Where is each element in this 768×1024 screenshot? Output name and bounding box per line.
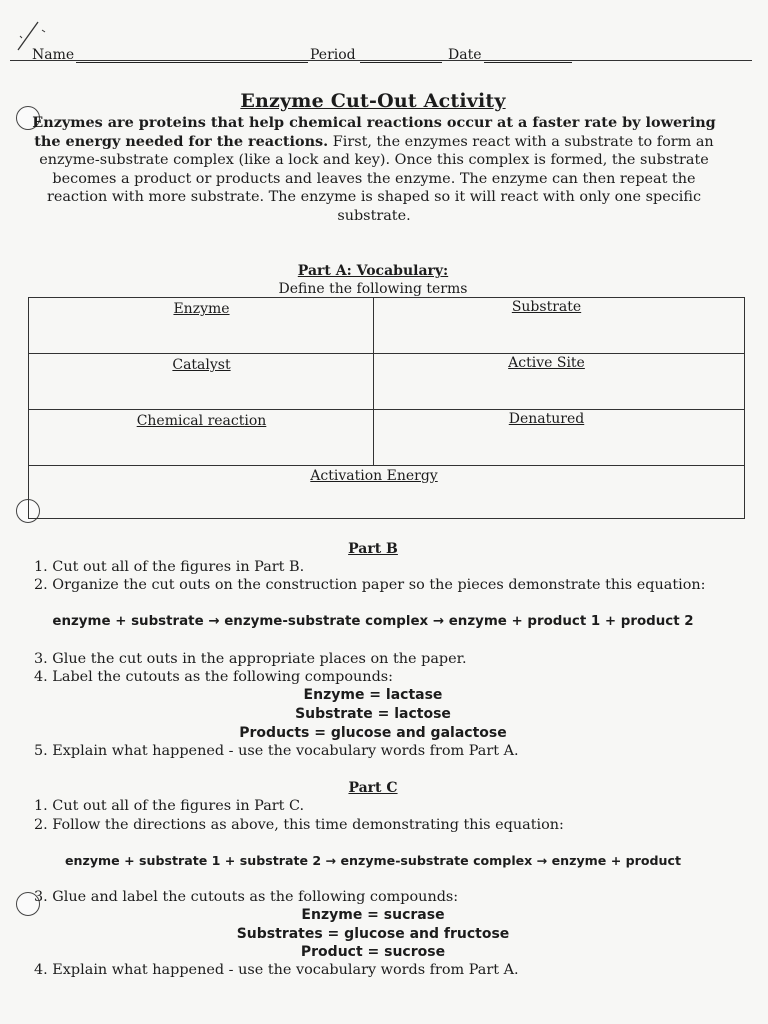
intro-rest: First, the enzymes react with a substrate to form an enzyme-substrate complex (like a lock and key). Once this complex is formed, the substrate becomes a product or products and leaves the enzyme. The enzyme can then repeat the reaction with more substrate. The enzyme is shaped so it will react with only one specific substrate. [39,133,714,224]
part-b-compound: Substrate = lactose [295,706,451,722]
part-a-heading: Part A: Vocabulary: [297,263,449,279]
vocab-term: Activation Energy [310,468,438,484]
intro-paragraph [28,114,720,226]
part-b-step: 3. Glue the cut outs in the appropriate places on the paper. [34,651,467,667]
part-c-equation: enzyme + substrate 1 + substrate 2 → enzyme-substrate complex → enzyme + product [64,853,681,868]
date-label: Date [448,47,482,63]
vocab-term: Substrate [511,299,582,315]
part-c-step: 1. Cut out all of the figures in Part C. [34,798,305,814]
part-b-equation: enzyme + substrate → enzyme-substrate complex → enzyme + product 1 + product 2 [52,614,694,629]
part-b-step: 2. Organize the cut outs on the construction paper so the pieces demonstrate this equation: [34,577,706,593]
period-label: Period [310,47,356,63]
vocab-term: Catalyst [172,357,231,373]
page-title: Enzyme Cut-Out Activity [240,90,506,112]
vocab-term: Enzyme [173,301,230,317]
period-blank[interactable] [360,62,442,63]
part-b-heading: Part B [348,541,398,557]
part-c-step: 2. Follow the directions as above, this time demonstrating this equation: [34,817,564,833]
vocabulary-table [28,297,745,519]
vocab-term: Active Site [508,355,585,371]
part-b-step: 1. Cut out all of the figures in Part B. [34,559,305,575]
part-c-heading: Part C [348,780,398,796]
part-c-step: 4. Explain what happened - use the vocabulary words from Part A. [34,962,519,978]
part-b-compound: Enzyme = lactase [303,687,443,703]
part-b-step: 5. Explain what happened - use the vocabulary words from Part A. [34,743,519,759]
header-rule [10,60,752,61]
part-c-step: 3. Glue and label the cutouts as the following compounds: [34,889,459,905]
vocab-term: Chemical reaction [136,413,267,429]
date-blank[interactable] [484,62,572,63]
part-b-compound: Products = glucose and galactose [239,725,507,741]
part-c-compound: Product = sucrose [300,944,446,960]
vocab-term: Denatured [508,411,585,427]
part-c-compound: Enzyme = sucrase [301,907,445,923]
intro-bold: Enzymes are proteins that help chemical reactions occur at a faster rate by lowering the energy needed for the reactions. [32,114,716,150]
name-blank[interactable] [76,62,308,63]
part-a-subheading: Define the following terms [278,281,468,297]
name-label: Name [32,47,75,63]
part-b-step: 4. Label the cutouts as the following compounds: [34,669,394,685]
part-c-compound: Substrates = glucose and fructose [236,926,510,942]
